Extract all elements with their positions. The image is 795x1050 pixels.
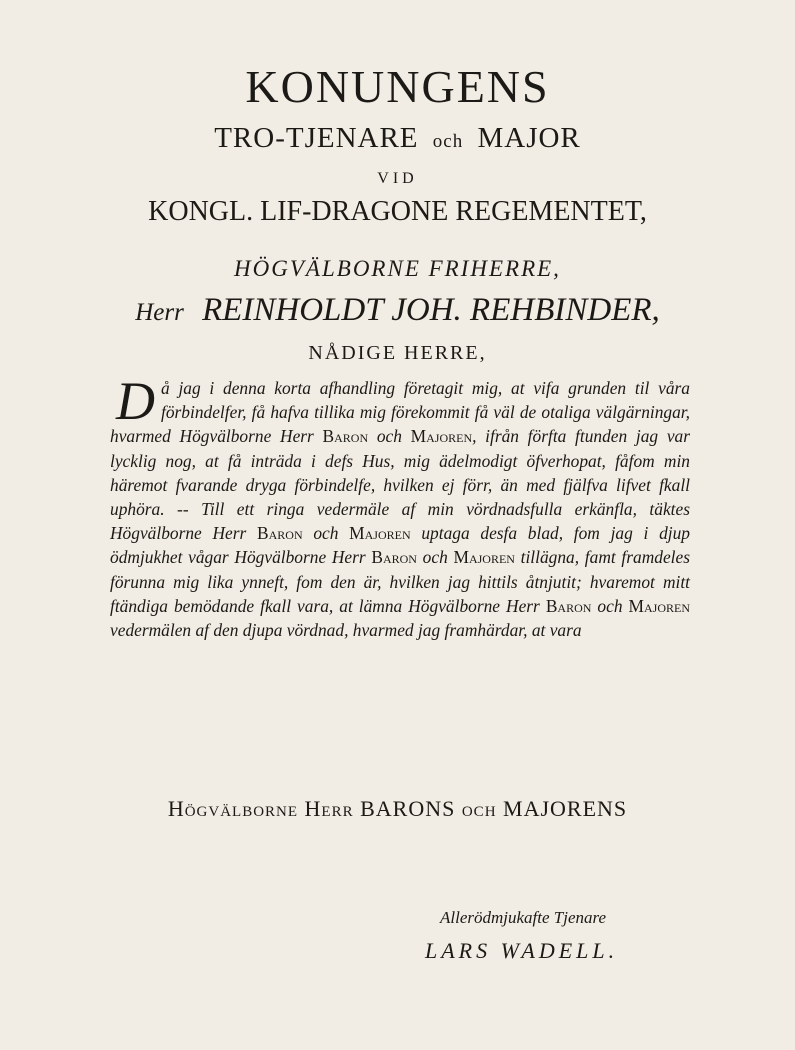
body-och-3: och — [416, 547, 454, 568]
body-och-2: och — [302, 523, 350, 544]
title-friherre: HÖGVÄLBORNE FRIHERRE, — [234, 256, 561, 281]
title-och: och — [432, 131, 464, 152]
body-majoren-1: Majoren — [410, 426, 473, 447]
body-part-5: vedermälen af den djupa vördnad, hvarmed jag framhärdar, at vara — [110, 620, 582, 641]
body-part-2: , ifrån förfta ftunden jag var lycklig nog, at få inträda i defs Hus, mig ädelmodigt öfverhopat, fåfom min häremot fvarande dryga förbindelfe, hvilken ej förr, än med fjälfva lifvet fkall uphöra. -- Till ett ringa vedermäle af min vördnadsfulla erkänfla, täktes Högvälborne Herr — [110, 426, 690, 544]
body-baron-1: Baron — [322, 426, 369, 447]
body-majoren-4: Majoren — [628, 595, 691, 616]
title-major: MAJOR — [477, 122, 581, 154]
body-och-4: och — [591, 595, 629, 616]
body-majoren-3: Majoren — [453, 547, 515, 568]
title-tro-tjenare — [0, 122, 795, 155]
signature-title: Allerödmjukafte Tjenare — [440, 908, 607, 927]
title-vid: VID — [377, 170, 418, 187]
closing-line: Högvälborne Herr BARONS och MAJORENS — [167, 796, 628, 821]
title-name — [0, 292, 795, 329]
signature-name: LARS WADELL. — [425, 938, 619, 963]
body-baron-3: Baron — [371, 547, 417, 568]
body-och-1: och — [368, 426, 411, 447]
body-baron-4: Baron — [545, 595, 592, 616]
title-regiment: KONGL. LIF-DRAGONE REGEMENTET, — [148, 196, 647, 227]
title-fullname: REINHOLDT JOH. REHBINDER, — [202, 292, 660, 328]
salutation: NÅDIGE HERRE, — [308, 342, 487, 364]
title-herr: Herr — [135, 299, 184, 326]
body-part-4: tillägna, famt framdeles förunna mig lika ynneft, fom den är, hvilken jag hittils åtnjutit; hvaremot mitt ftändiga bemödande fkall vara, at lämna Högvälborne Herr — [110, 547, 690, 616]
drop-cap: D — [116, 371, 155, 431]
body-majoren-2: Majoren — [349, 523, 411, 544]
body-part-1: å jag i denna korta afhandling företagit mig, at vifa grunden til våra förbindelfer, få hafva tillika mig förekommit få väl de otaliga välgärningar, hvarmed Högvälborne Herr — [110, 378, 690, 447]
dedication-paragraph — [110, 371, 691, 642]
title-tro-tjenare-a: TRO-TJENARE — [214, 122, 419, 154]
body-part-3: uptaga desfa blad, fom jag i djup ödmjukhet vågar Högvälborne Herr — [110, 523, 690, 568]
title-konungens: KONUNGENS — [245, 61, 550, 112]
body-baron-2: Baron — [257, 523, 303, 544]
